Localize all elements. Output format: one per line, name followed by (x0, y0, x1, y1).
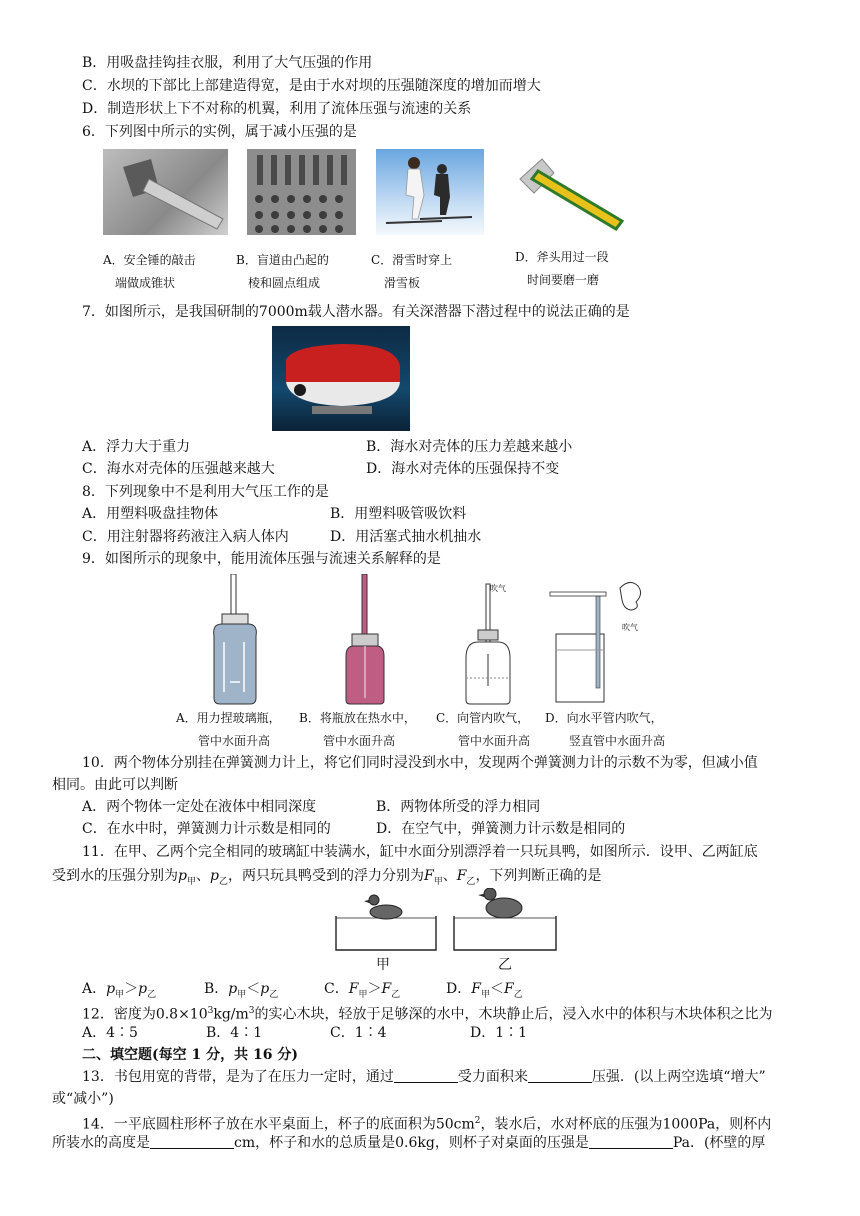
q8-option-d: D．用活塞式抽水机抽水 (330, 529, 482, 545)
q6-caption-b-line2: 棱和圆点组成 (248, 276, 321, 290)
q9-caption-b-line1: B．将瓶放在热水中， (299, 711, 416, 725)
q11-option-b: B．$p_甲<p_乙$ (204, 981, 279, 1000)
q9-caption-a-line2: 管中水面升高 (198, 734, 271, 748)
q12-option-a: A．4∶5 (82, 1025, 138, 1041)
q8-option-a: A．用塑料吸盘挂物体 (82, 506, 219, 522)
q10-option-b: B．两物体所受的浮力相同 (376, 799, 541, 815)
duck-yi (478, 888, 522, 918)
q9-caption-b-line2: 管中水面升高 (323, 734, 396, 748)
q10-option-a: A．两个物体一定处在液体中相同深度 (82, 799, 317, 815)
q11-stem-line1: 11．在甲、乙两个完全相同的玻璃缸中装满水，缸中水面分别漂浮着一只玩具鸭，如图所示．设甲、乙两缸底 (82, 844, 758, 860)
q6-caption-c-line2: 滑雪板 (384, 276, 421, 290)
q10-stem-line2: 相同。由此可以判断 (52, 777, 178, 793)
q8-stem: 8．下列现象中不是利用大气压工作的是 (82, 484, 329, 500)
q10-stem-line1: 10．两个物体分别挂在弹簧测力计上，将它们同时浸没到水中，发现两个弹簧测力计的示数不为零，但减小值 (82, 755, 758, 771)
q14-blank-1[interactable] (150, 1134, 234, 1149)
q6-caption-c-line1: C．滑雪时穿上 (371, 253, 453, 267)
q11-stem-line2: 受到水的压强分别为$p_甲$、$p_乙$，两只玩具鸭受到的浮力分别为$F_甲$、$F_乙$，下列判断正确的是 (52, 868, 602, 887)
safety-hammer-image (103, 149, 228, 235)
q5-option-c: C．水坝的下部比上部建造得宽，是由于水对坝的压强随深度的增加而增大 (82, 78, 541, 94)
q7-stem: 7．如图所示，是我国研制的7000m载人潜水器。有关深潜器下潜过程中的说法正确的是 (82, 304, 630, 320)
q9-blow-label-d: 吹气 (622, 623, 638, 632)
q13-line1: 13．书包用宽的背带，是为了在压力一定时，通过 受力面积来 压强．(以上两空选填“增大” (82, 1069, 766, 1085)
skiers-image (376, 149, 484, 235)
q7-option-d: D．海水对壳体的压强保持不变 (366, 461, 560, 477)
q7-option-b: B．海水对壳体的压力差越来越小 (366, 439, 573, 455)
q14-blank-2[interactable] (589, 1134, 673, 1149)
q11-option-a: A．$p_甲>p_乙$ (82, 981, 157, 1000)
q12-option-c: C．1∶4 (330, 1025, 387, 1041)
tank-yi (454, 888, 556, 950)
q6-stem: 6．下列图中所示的实例，属于减小压强的是 (82, 124, 357, 140)
q6-caption-d-line1: D．斧头用过一段 (515, 250, 609, 264)
q6-caption-d-line2: 时间要磨一磨 (527, 273, 600, 287)
q9-figure-a-bottle (214, 574, 257, 704)
q10-option-c: C．在水中时，弹簧测力计示数是相同的 (82, 821, 331, 837)
q6-caption-a-line1: A．安全锤的敲击 (103, 253, 196, 267)
q9-stem: 9．如图所示的现象中，能用流体压强与流速关系解释的是 (82, 551, 441, 567)
tactile-paving-image (247, 149, 356, 235)
q9-figure-c-bottle (466, 584, 510, 704)
q9-figure-d-beaker (550, 582, 641, 702)
q13-blank-1[interactable] (394, 1068, 458, 1083)
q8-option-c: C．用注射器将药液注入病人体内 (82, 529, 289, 545)
axe-image (512, 149, 628, 235)
q9-blow-label-c: 吹气 (490, 584, 506, 593)
q9-caption-c-line2: 管中水面升高 (458, 734, 531, 748)
tank-jia (336, 895, 436, 950)
tank-jia-label: 甲 (376, 957, 390, 973)
q11-option-d: D．$F_甲<F_乙$ (446, 981, 523, 1000)
q14-line1: 14．一平底圆柱形杯子放在水平桌面上，杯子的底面积为$50cm^2$，装水后，水对杯底的压强为1000Pa，则杯内 (82, 1116, 772, 1133)
q13-blank-2[interactable] (528, 1068, 592, 1083)
q9-figure-b-bottle (346, 574, 384, 704)
q5-option-b: B．用吸盘挂钩挂衣服，利用了大气压强的作用 (82, 55, 373, 71)
q13-line2: 或“减小”) (52, 1091, 114, 1107)
q7-option-a: A．浮力大于重力 (82, 439, 191, 455)
q6-caption-b-line1: B．盲道由凸起的 (236, 253, 329, 267)
q14-line2: 所装水的高度是 cm，杯子和水的总质量是0.6kg，则杯子对桌面的压强是 Pa．(杯壁的厚 (52, 1135, 766, 1151)
q9-caption-a-line1: A．用力捏玻璃瓶， (176, 711, 281, 725)
q11-tanks-figure (334, 888, 560, 954)
section-2-heading: 二、填空题(每空 1 分，共 16 分) (82, 1047, 298, 1063)
q8-option-b: B．用塑料吸管吸饮料 (330, 506, 467, 522)
tank-yi-label: 乙 (498, 957, 512, 973)
q12-option-d: D．1∶1 (470, 1025, 528, 1041)
q7-option-c: C．海水对壳体的压强越来越大 (82, 461, 275, 477)
q6-caption-a-line2: 端做成锥状 (115, 276, 176, 290)
q9-caption-d-line1: D．向水平管内吹气， (545, 711, 663, 725)
duck-jia (364, 895, 402, 919)
q12-stem: 12．密度为$0.8\times 10^3kg/m^3$的实心木块，轻放于足够深的水中，木块静止后，浸入水中的体积与木块体积之比为 (82, 1006, 773, 1023)
q5-option-d: D．制造形状上下不对称的机翼，利用了流体压强与流速的关系 (82, 101, 472, 117)
q9-figures (200, 574, 680, 708)
q9-caption-d-line2: 竖直管中水面升高 (569, 734, 666, 748)
submersible-image (272, 326, 410, 431)
q12-option-b: B．4∶1 (206, 1025, 263, 1041)
q11-option-c: C．$F_甲>F_乙$ (324, 981, 401, 1000)
q10-option-d: D．在空气中，弹簧测力计示数是相同的 (376, 821, 626, 837)
q9-caption-c-line1: C．向管内吹气， (436, 711, 530, 725)
